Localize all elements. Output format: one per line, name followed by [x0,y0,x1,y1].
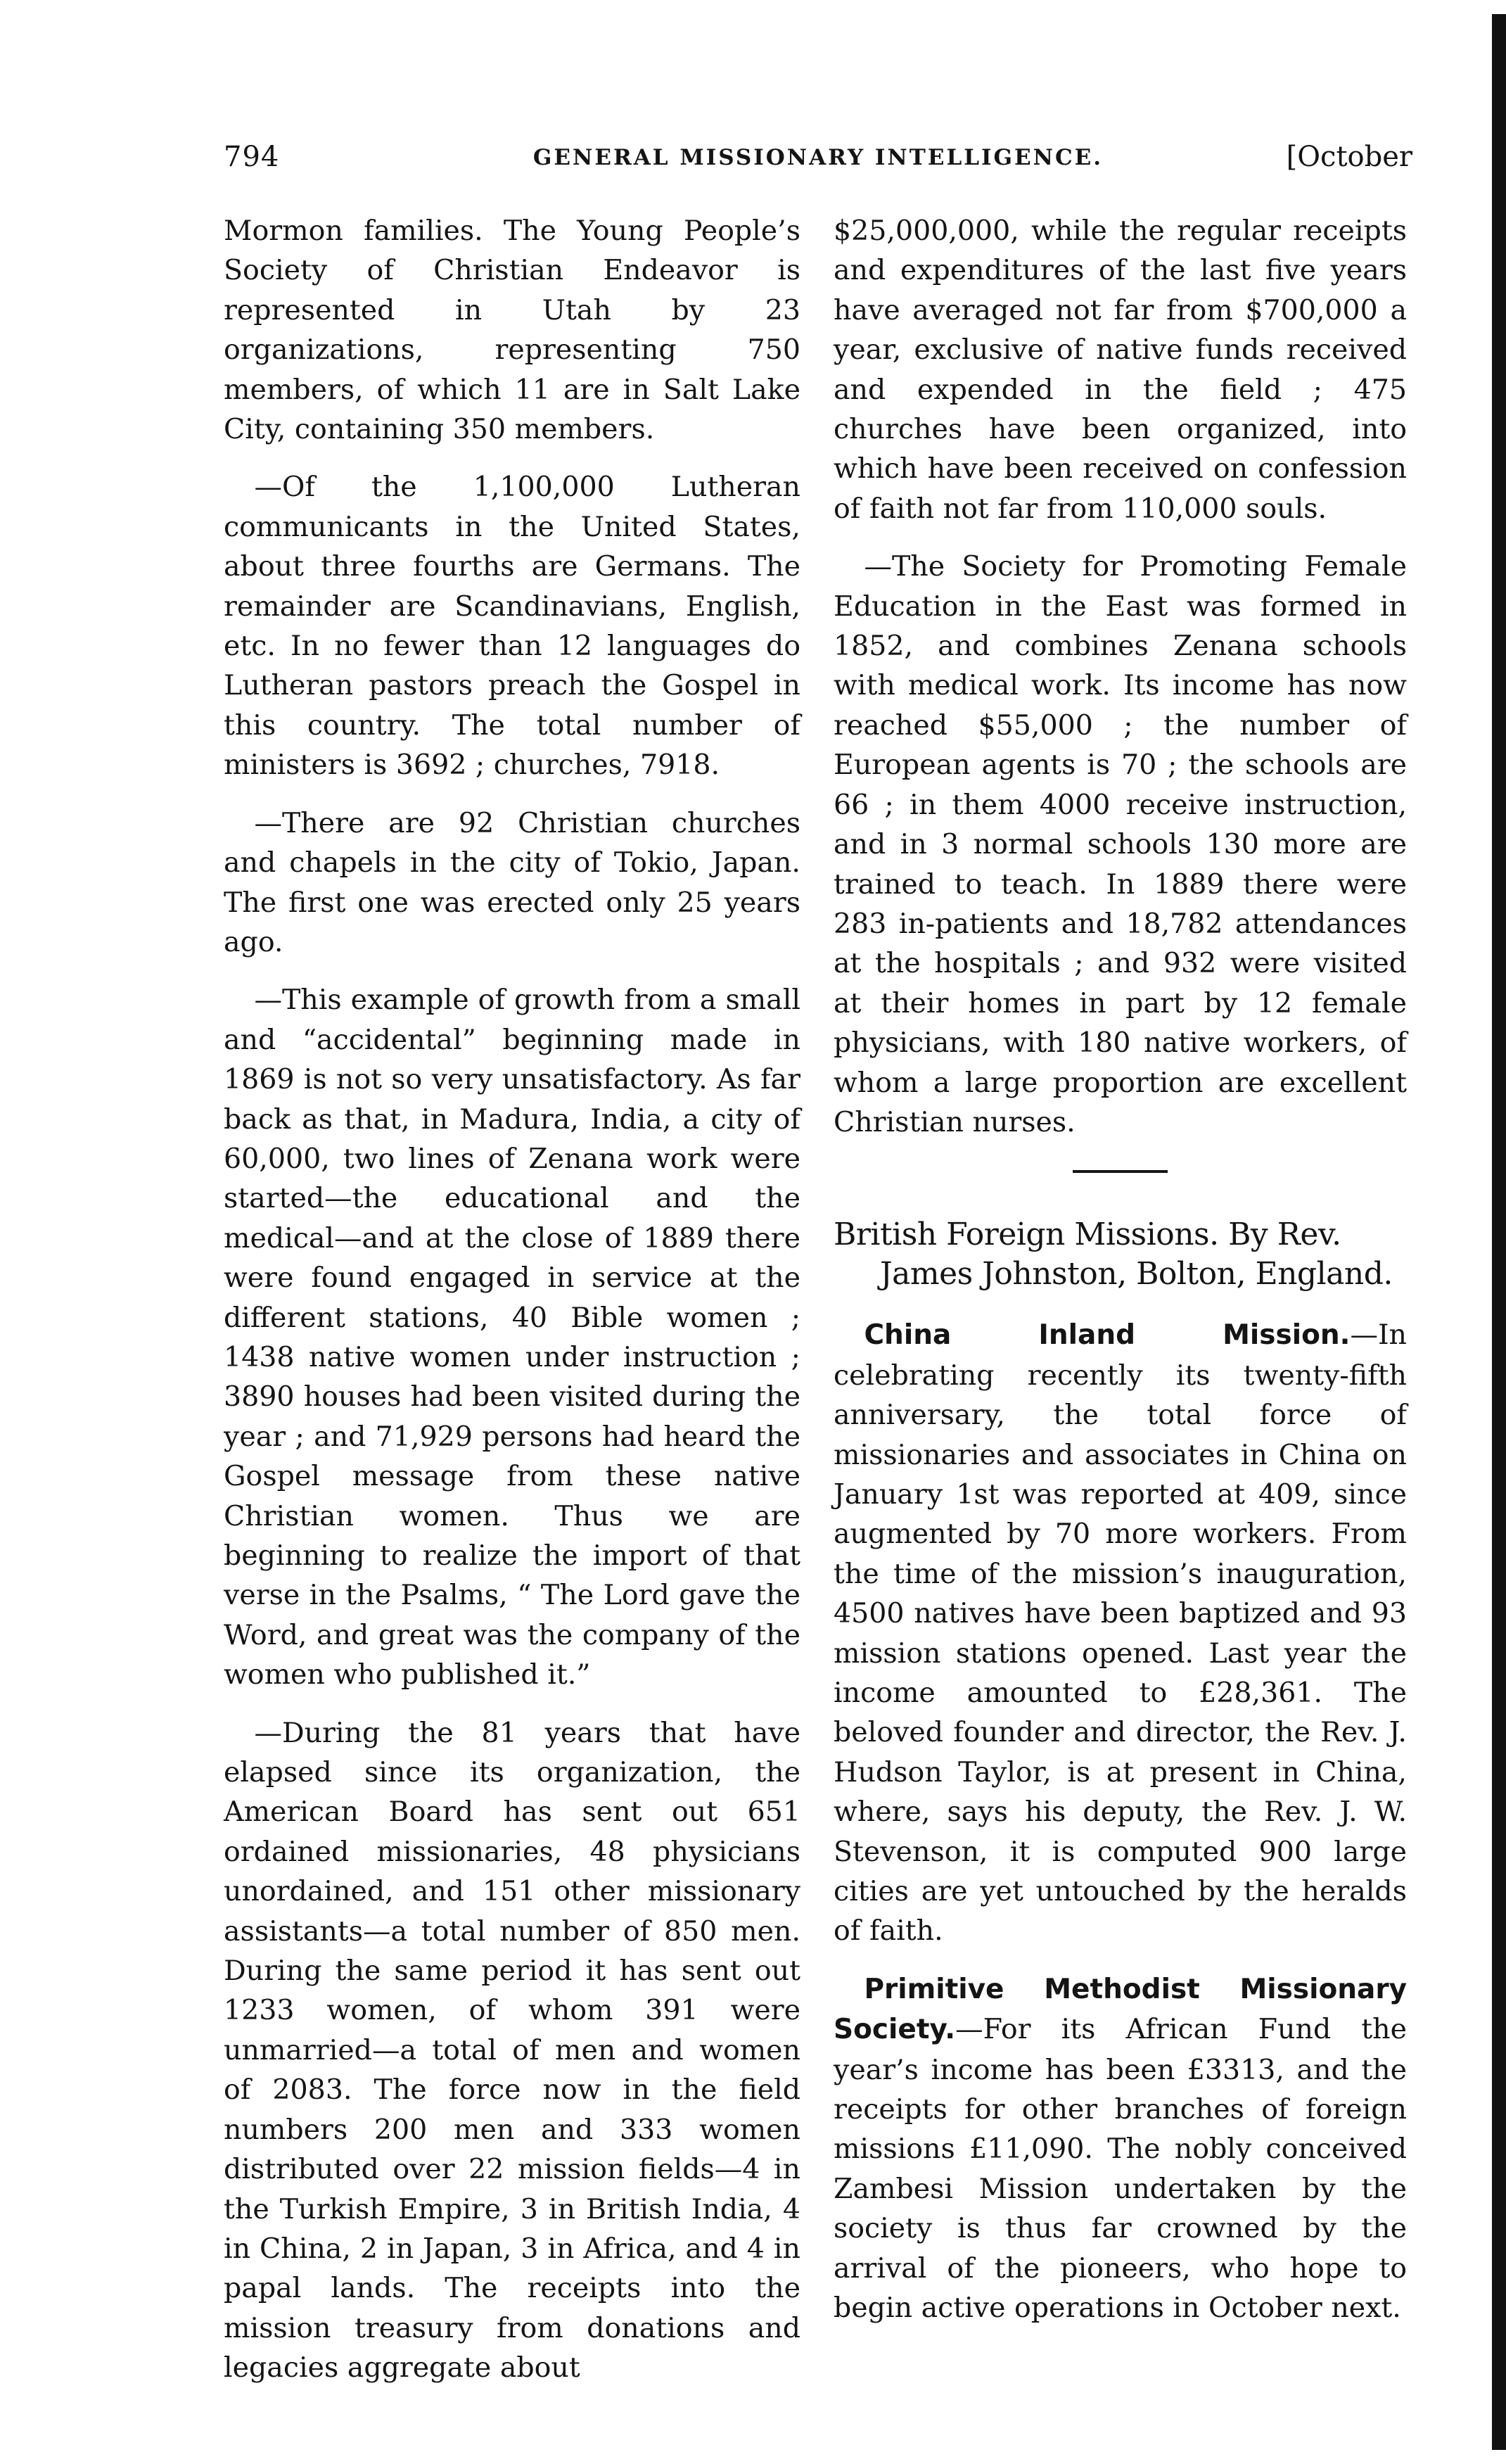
section-divider-rule [1073,1170,1168,1173]
run-in-heading-china-inland: China Inland Mission. [864,1319,1351,1352]
running-month: [October [1286,141,1412,173]
scan-edge-bar [1492,14,1506,2450]
paragraph-madura-zenana: —This example of growth from a small and “accidental” beginning made in 1869 is not so very unsatisfactory. As far back as that, in Madura, India, a city of 60,000, two lines of Zenana work were started—the educational and the medical—and at the close of 1889 there were found engaged in service at the different stations, 40 Bible women ; 1438 native women under instruction ; 3890 houses had been visited during the year ; and 71,929 persons had heard the Gospel message from these native Christian women. Thus we are beginning to realize the import of that verse in the Psalms, “ The Lord gave the Word, and great was the company of the women who published it.” [224,984,800,1691]
left-column [224,211,800,2406]
section-heading: British Foreign Missions. By Rev. James Johnston, Bolton, England. [834,1217,1393,1293]
running-title: GENERAL MISSIONARY INTELLIGENCE. [532,145,1104,170]
paragraph-american-board-continued: $25,000,000, while the regular receipts and expenditures of the last five years have averaged not far from $700,000 a year, exclusive of native funds received and expended in the field ; 475 churches have been organized, into which have been received on confession of faith not far from 110,000 souls. [834,215,1407,525]
paragraph-mormon-endeavor: Mormon families. The Young People’s Society of Christian Endeavor is represented in Utah by 23 organizations, representing 750 members, of which 11 are in Salt Lake City, containing 350 members. [224,215,800,446]
paragraph-lutheran: —Of the 1,100,000 Lutheran communicants in the United States, about three fourths are Germans. The remainder are Scandinavians, English, etc. In no fewer than 12 languages do Lutheran pastors preach the Gospel in this country. The total number of ministers is 3692 ; churches, 7918. [224,471,800,782]
paragraph-female-education: —The Society for Promoting Female Education in the East was formed in 1852, and combines Zenana schools with medical work. Its income has now reached $55,000 ; the number of European agents is 70 ; the schools are 66 ; in them 4000 receive instruction, and in 3 normal schools 130 more are trained to teach. In 1889 there were 283 in-patients and 18,782 attendances at the hospitals ; and 932 were visited at their homes in part by 12 female physicians, with 180 native workers, of whom a large proportion are excellent Christian nurses. [834,550,1407,1138]
paragraph-china-inland-mission [834,1315,1407,1951]
paragraph-text: —In celebrating recently its twenty-fifth anniversary, the total force of missionaries and associates in China on January 1st was reported at 409, since augmented by 70 more workers. From the time of the mission’s inauguration, 4500 natives have been baptized and 93 mission stations opened. Last year the income amounted to £28,361. The beloved founder and director, the Rev. J. Hudson Taylor, is at present in China, where, says his deputy, the Rev. J. W. Stevenson, it is computed 900 large cities are yet untouched by the heralds of faith. [834,1319,1407,1948]
paragraph-tokio-churches: —There are 92 Christian churches and chapels in the city of Tokio, Japan. The first one was erected only 25 years ago. [224,806,800,958]
paragraph-american-board: —During the 81 years that have elapsed since its organization, the American Board has sent out 651 ordained missionaries, 48 physicians unordained, and 151 other missionary assistants—a total number of 850 men. During the same period it has sent out 1233 women, of whom 391 were unmarried—a total of men and women of 2083. The force now in the field numbers 200 men and 333 women distributed over 22 mission fields—4 in the Turkish Empire, 3 in British India, 4 in China, 2 in Japan, 3 in Africa, and 4 in papal lands. The receipts into the mission treasury from donations and legacies aggregate about [224,1716,800,2384]
paragraph-text: —For its African Fund the year’s income has been £3313, and the receipts for other branches of foreign missions £11,090. The nobly conceived Zambesi Mission undertaken by the society is thus far crowned by the arrival of the pioneers, who hope to begin active operations in October next. [834,2013,1407,2325]
paragraph-primitive-methodist [834,1969,1407,2328]
run-in-heading-primitive-methodist: Primitive Methodist Missionary Society. [834,1973,1407,2046]
page-number: 794 [224,141,280,173]
running-head [224,141,1412,183]
right-column [834,211,1407,2346]
